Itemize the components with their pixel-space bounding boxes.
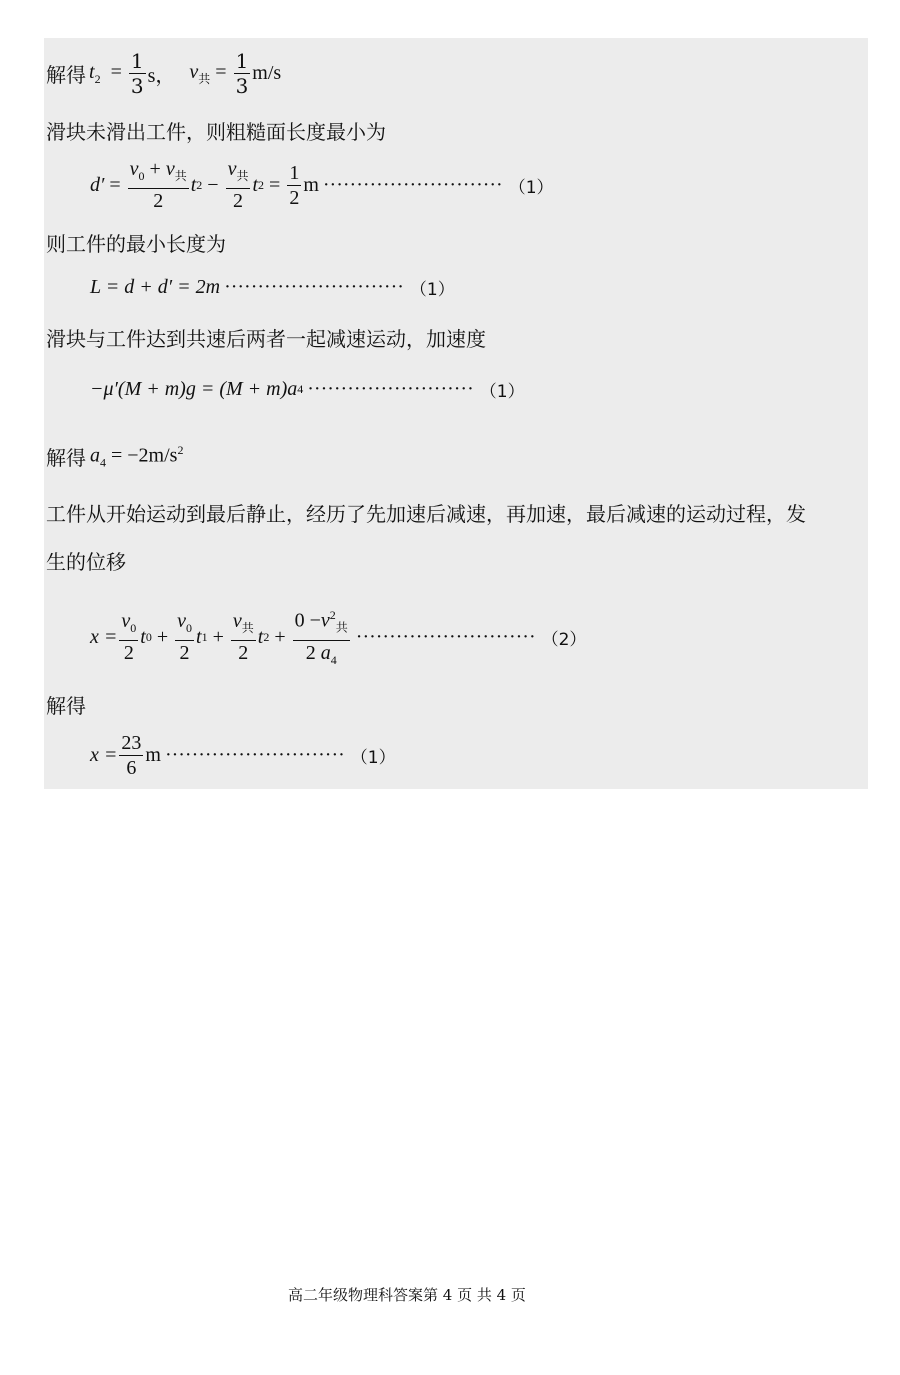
leader-dots: ··························· bbox=[355, 625, 536, 648]
text-line-12: 解得 bbox=[46, 694, 86, 718]
text-line-2: 滑块未滑出工件，则粗糙面长度最小为 bbox=[46, 120, 386, 144]
equation-d-prime: d′ = $\frac{v_0 + v_共}{2}$ t 2 − $\frac{v_共}{2}$ t 2 = $\frac{1}{2}$ m ··························· （1） bbox=[90, 158, 554, 212]
fraction-one-third: $\frac{1}{3}$ bbox=[235, 49, 249, 98]
text-line-4: 则工件的最小长度为 bbox=[46, 232, 226, 256]
result-line-8: 解得 $a_4 = -2m/s^2$ bbox=[46, 442, 184, 470]
equation-deceleration: −μ′(M + m)g = (M + m)a 4 ························· （1） bbox=[90, 378, 525, 402]
leader-dots: ··························· bbox=[164, 744, 345, 766]
score-mark: （1） bbox=[350, 748, 396, 768]
score-mark: （1） bbox=[409, 280, 455, 300]
equation-final-x: x = $\frac{23}{6}$ m ··························· （1） bbox=[90, 732, 396, 779]
equation-length: L = d + d′ = 2m ··························· （1） bbox=[90, 276, 455, 300]
score-mark: （2） bbox=[541, 629, 587, 650]
leader-dots: ··························· bbox=[224, 276, 404, 298]
score-mark: （1） bbox=[508, 177, 554, 198]
leader-dots: ··························· bbox=[322, 173, 503, 196]
answer-panel bbox=[44, 38, 868, 789]
result-label: 解得 bbox=[46, 63, 86, 87]
page-footer: 高二年级物理科答案第 4 页 共 4 页 bbox=[288, 1286, 526, 1304]
score-mark: （1） bbox=[479, 382, 525, 402]
text-line-9: 工件从开始运动到最后静止，经历了先加速后减速，再加速，最后减速的运动过程，发 bbox=[46, 502, 806, 526]
result-line-1: 解得 $t_2$ = $\frac{1}{3}$ s， $v_共$ = $\frac{1}{3}$ m/s bbox=[46, 49, 282, 98]
equation-displacement: x = $\frac{v_0}{2}$ t 0 + $\frac{v_0}{2}$ t 1 + $\frac{v_共}{2}$ t 2 + $\frac{0 -v^2_共}{2 a_4}$ ··························· （2） bbox=[90, 604, 586, 671]
text-line-10: 生的位移 bbox=[46, 550, 126, 574]
fraction-one-third: $\frac{1}{3}$ bbox=[130, 49, 144, 98]
leader-dots: ························· bbox=[307, 378, 474, 400]
text-line-6: 滑块与工件达到共速后两者一起减速运动，加速度 bbox=[46, 327, 486, 351]
